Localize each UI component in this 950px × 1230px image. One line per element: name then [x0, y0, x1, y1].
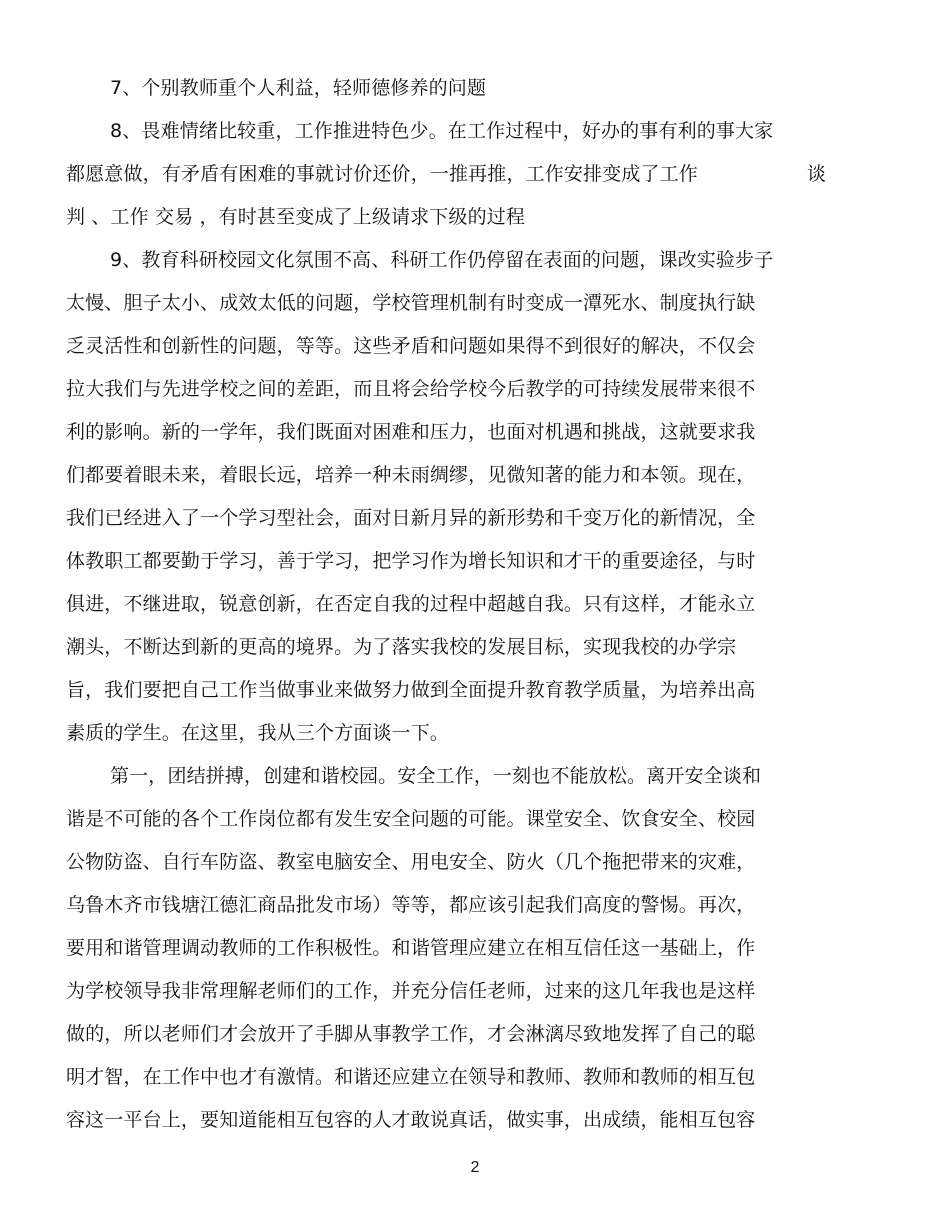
text-line-3-tail: 谈 [806, 163, 826, 185]
text-line-17: 第一，团结拼搏，创建和谐校园。安全工作，一刻也不能放松。离开安全谈和 [110, 765, 762, 787]
text-line-16: 素质的学生。在这里，我从三个方面谈一下。 [66, 722, 450, 744]
text-line-18: 谐是不可能的各个工作岗位都有发生安全问题的可能。课堂安全、饮食安全、校园 [66, 808, 756, 830]
text-line-2: 8、畏难情绪比较重，工作推进特色少。在工作过程中，好办的事有利的事大家 [110, 120, 774, 142]
text-line-9: 利的影响。新的一学年，我们既面对困难和压力，也面对机遇和挑战，这就要求我 [66, 421, 756, 443]
text-line-19: 公物防盗、自行车防盗、教室电脑安全、用电安全、防火（几个拖把带来的灾难， [66, 851, 756, 873]
text-line-11: 我们已经进入了一个学习型社会，面对日新月异的新形势和千变万化的新情况，全 [66, 507, 756, 529]
text-line-14: 潮头，不断达到新的更高的境界。为了落实我校的发展目标，实现我校的办学宗 [66, 636, 737, 658]
text-line-20: 乌鲁木齐市钱塘江德汇商品批发市场）等等，都应该引起我们高度的警惕。再次， [66, 894, 756, 916]
text-line-23: 做的，所以老师们才会放开了手脚从事教学工作，才会淋漓尽致地发挥了自己的聪 [66, 1023, 756, 1045]
page-number: 2 [470, 1159, 480, 1176]
text-line-8: 拉大我们与先进学校之间的差距，而且将会给学校今后教学的可持续发展带来很不 [66, 378, 756, 400]
text-line-1: 7、个别教师重个人利益，轻师德修养的问题 [110, 77, 487, 99]
text-line-22: 为学校领导我非常理解老师们的工作，并充分信任老师，过来的这几年我也是这样 [66, 980, 756, 1002]
text-line-25: 容这一平台上，要知道能相互包容的人才敢说真话，做实事，出成绩，能相互包容 [66, 1109, 756, 1131]
text-line-3 [66, 162, 826, 186]
text-line-7: 乏灵活性和创新性的问题，等等。这些矛盾和问题如果得不到很好的解决，不仅会 [66, 335, 756, 357]
text-line-24: 明才智，在工作中也才有激情。和谐还应建立在领导和教师、教师和教师的相互包 [66, 1066, 756, 1088]
text-line-12: 体教职工都要勤于学习，善于学习，把学习作为增长知识和才干的重要途径，与时 [66, 550, 756, 572]
text-line-3-main: 都愿意做，有矛盾有困难的事就讨价还价，一推再推，工作安排变成了工作 [66, 163, 698, 185]
text-line-13: 俱进，不继进取，锐意创新，在否定自我的过程中超越自我。只有这样，才能永立 [66, 593, 756, 615]
text-line-4: 判 、工作 交易 ，有时甚至变成了上级请求下级的过程 [66, 206, 526, 228]
text-line-5: 9、教育科研校园文化氛围不高、科研工作仍停留在表面的问题，课改实验步子 [110, 249, 774, 271]
text-line-15: 旨，我们要把自己工作当做事业来做努力做到全面提升教育教学质量，为培养出高 [66, 679, 756, 701]
text-line-10: 们都要着眼未来，着眼长远，培养一种未雨绸缪，见微知著的能力和本领。现在， [66, 464, 756, 486]
text-line-6: 太慢、胆子太小、成效太低的问题，学校管理机制有时变成一潭死水、制度执行缺 [66, 292, 756, 314]
text-line-21: 要用和谐管理调动教师的工作积极性。和谐管理应建立在相互信任这一基础上，作 [66, 937, 756, 959]
